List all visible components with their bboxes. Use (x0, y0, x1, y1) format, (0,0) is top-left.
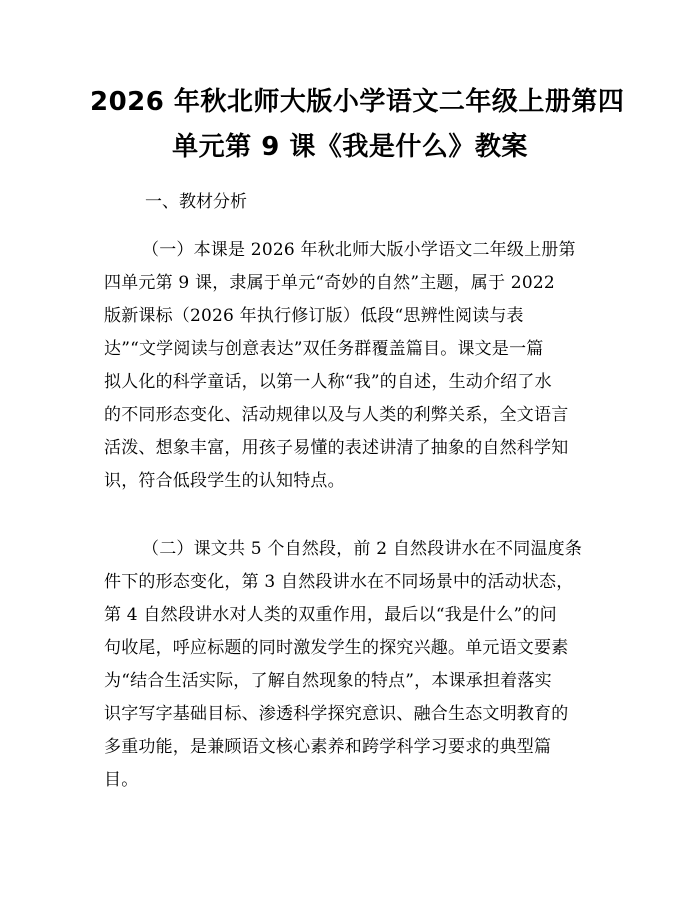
section-heading: 一、教材分析 (145, 192, 247, 212)
paragraph-line: 活泼、想象丰富，用孩子易懂的表述讲清了抽象的自然科学知 (104, 438, 569, 458)
document-title-line-1: 2026 年秋北师大版小学语文二年级上册第四 (90, 87, 625, 117)
paragraph-line: 识，符合低段学生的认知特点。 (104, 471, 345, 491)
paragraph-line: 目。 (104, 770, 139, 790)
paragraph-line: 达”“文学阅读与创意表达”双任务群覆盖篇目。课文是一篇 (104, 339, 544, 359)
paragraph-line: 的不同形态变化、活动规律以及与人类的利弊关系，全文语言 (104, 405, 569, 425)
paragraph-line: 第 4 自然段讲水对人类的双重作用，最后以“我是什么”的问 (104, 605, 557, 625)
paragraph-2 (104, 533, 604, 797)
paragraph-line: 件下的形态变化，第 3 自然段讲水在不同场景中的活动状态， (104, 572, 574, 592)
paragraph-line: 版新课标（2026 年执行修订版）低段“思辨性阅读与表 (104, 306, 524, 326)
paragraph-1 (104, 234, 604, 498)
paragraph-line: 四单元第 9 课，隶属于单元“奇妙的自然”主题，属于 2022 (104, 273, 555, 293)
paragraph-line: 识字写字基础目标、渗透科学探究意识、融合生态文明教育的 (104, 704, 569, 724)
paragraph-line: 句收尾，呼应标题的同时激发学生的探究兴趣。单元语文要素 (104, 638, 569, 658)
document-title-line-2: 单元第 9 课《我是什么》教案 (172, 132, 528, 162)
paragraph-line: 多重功能，是兼顾语文核心素养和跨学科学习要求的典型篇 (104, 737, 552, 757)
paragraph-line: （二）课文共 5 个自然段，前 2 自然段讲水在不同温度条 (142, 539, 583, 559)
paragraph-line: （一）本课是 2026 年秋北师大版小学语文二年级上册第 (142, 240, 576, 260)
paragraph-line: 拟人化的科学童话，以第一人称“我”的自述，生动介绍了水 (104, 372, 552, 392)
paragraph-line: 为“结合生活实际，了解自然现象的特点”，本课承担着落实 (104, 671, 552, 691)
